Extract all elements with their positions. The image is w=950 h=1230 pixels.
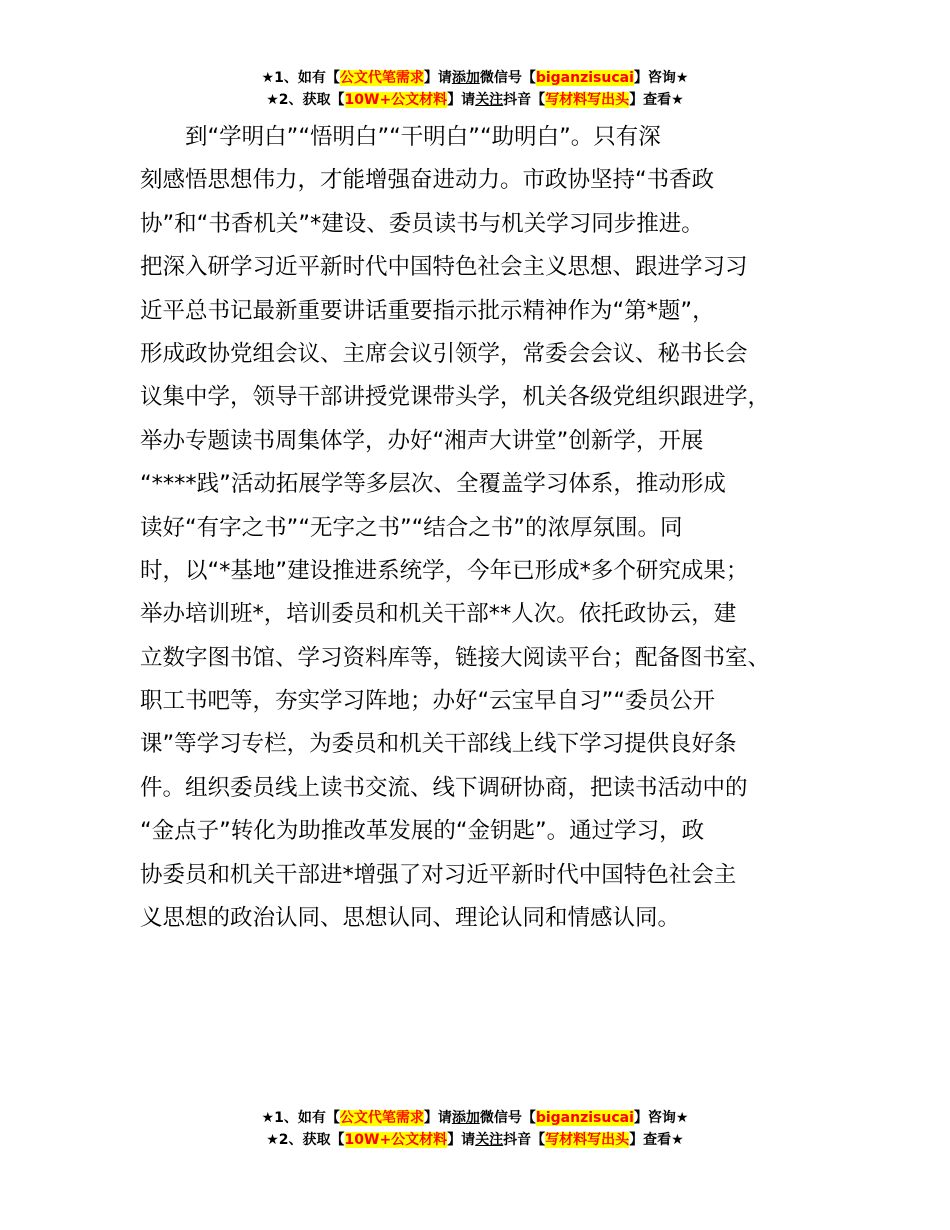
paragraph-line: “金点子”转化为助推改革发展的“金钥匙”。通过学习，政 [140,818,705,845]
paragraph-line: 把深入研学习近平新时代中国特色社会主义思想、跟进学习习 [140,254,748,281]
banner-highlight-service: 公文代笔需求 [339,70,424,86]
paragraph-line: 形成政协党组会议、主席会议引领学，常委会会议、秘书长会 [140,340,748,367]
paragraph-line: 课”等学习专栏，为委员和机关干部线上线下学习提供良好条 [140,731,737,758]
paragraph-line: 读好“有字之书”“无字之书”“结合之书”的浓厚氛围。同 [140,514,683,541]
banner-line-1: ★1、如有【公文代笔需求】请添加微信号【biganzisucai】咨询★ [261,1110,689,1126]
banner-highlight-service: 公文代笔需求 [339,1110,424,1126]
banner-highlight-materials: 10W+公文材料 [344,1132,448,1148]
banner-highlight-douyin: 写材料写出头 [545,1132,630,1148]
paragraph-line: 议集中学，领导干部讲授党课带头学，机关各级党组织跟进学， [140,384,771,411]
banner-highlight-wechat-id: biganzisucai [535,70,634,86]
banner-highlight-materials: 10W+公文材料 [344,92,448,108]
paragraph-line: 举办培训班*，培训委员和机关干部**人次。依托政协云，建 [140,601,737,628]
paragraph-line: 刻感悟思想伟力，才能增强奋进动力。市政协坚持“书香政 [140,167,715,194]
banner-line-1: ★1、如有【公文代笔需求】请添加微信号【biganzisucai】咨询★ [261,70,689,86]
paragraph-line: 到“学明白”“悟明白”“干明白”“助明白”。只有深 [185,124,661,150]
paragraph-line: 职工书吧等，夯实学习阵地；办好“云宝早自习”“委员公开 [140,688,715,715]
paragraph-line: 协委员和机关干部进*增强了对习近平新时代中国特色社会主 [140,861,737,888]
footer-banner [0,1107,950,1151]
paragraph-line: 立数字图书馆、学习资料库等，链接大阅读平台；配备图书室、 [140,644,771,671]
banner-highlight-douyin: 写材料写出头 [545,92,630,108]
paragraph-line: 协”和“书香机关”*建设、委员读书与机关学习同步推进。 [140,210,704,237]
paragraph-line: 件。组织委员线上读书交流、线下调研协商，把读书活动中的 [140,774,748,801]
paragraph-line: 义思想的政治认同、思想认同、理论认同和情感认同。 [140,905,681,932]
body-paragraph [140,116,840,940]
paragraph-line: “****践”活动拓展学等多层次、全覆盖学习体系，推动形成 [140,471,726,498]
banner-line-2: ★2、获取【10W+公文材料】请关注抖音【写材料写出头】查看★ [266,92,684,108]
header-banner [0,67,950,111]
paragraph-line: 近平总书记最新重要讲话重要指示批示精神作为“第*题”， [140,297,715,324]
paragraph-line: 时，以“*基地”建设推进系统学，今年已形成*多个研究成果； [140,557,749,584]
paragraph-line: 举办专题读书周集体学，办好“湘声大讲堂”创新学，开展 [140,427,704,454]
banner-line-2: ★2、获取【10W+公文材料】请关注抖音【写材料写出头】查看★ [266,1132,684,1148]
banner-highlight-wechat-id: biganzisucai [535,1110,634,1126]
